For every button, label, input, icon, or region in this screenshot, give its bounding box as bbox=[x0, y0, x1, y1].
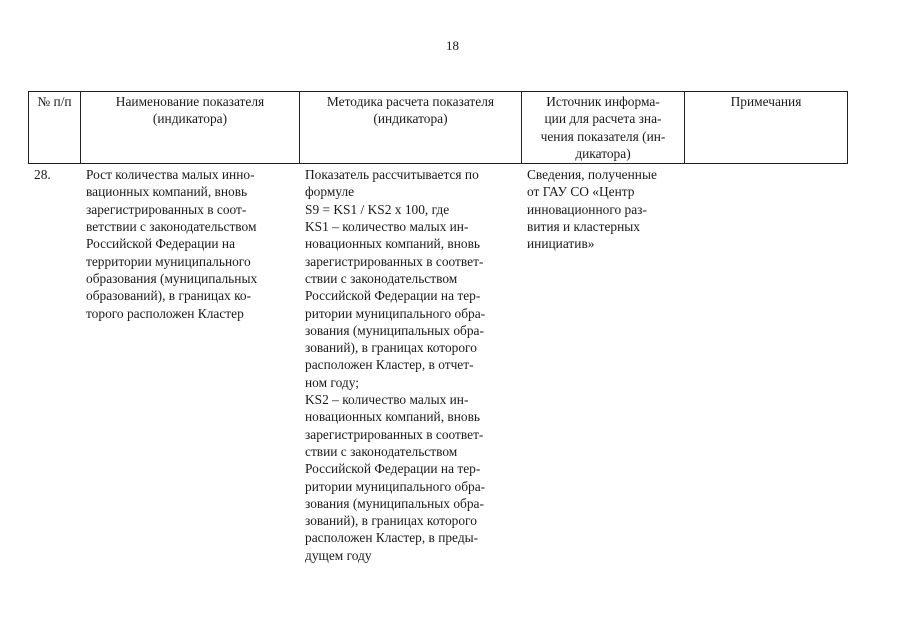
data-source-cell bbox=[522, 164, 685, 564]
text-line: ствии с законодательством bbox=[305, 270, 458, 286]
text-line: образований), в границах ко- bbox=[86, 288, 252, 304]
text-line: ветствии с законодательством bbox=[86, 219, 257, 235]
table-row bbox=[29, 164, 848, 564]
text-line: зарегистрированных в соответ- bbox=[305, 253, 484, 269]
header-calculation-method bbox=[300, 92, 522, 164]
text-line: ции для расчета зна- bbox=[544, 111, 662, 127]
text-line: Примечания bbox=[730, 94, 802, 109]
text-line: расположен Кластер, в преды- bbox=[305, 530, 479, 546]
text-line: Российской Федерации на тер- bbox=[305, 461, 481, 477]
page-number: 18 bbox=[446, 38, 459, 53]
text-line: S9 = KS1 / KS2 x 100, где bbox=[305, 201, 450, 217]
notes-cell bbox=[685, 164, 848, 564]
header-indicator-name bbox=[81, 92, 300, 164]
text-line: зарегистрированных в соответ- bbox=[305, 426, 484, 442]
text-line: Показатель рассчитывается по bbox=[305, 167, 479, 183]
text-line: зований), в границах которого bbox=[305, 340, 477, 356]
header-number bbox=[29, 92, 81, 164]
text-line: (индикатора) bbox=[373, 111, 448, 127]
text-line: Сведения, полученные bbox=[527, 167, 657, 183]
text-line: зарегистрированных в соот- bbox=[86, 201, 247, 217]
text-line: ствии с законодательством bbox=[305, 443, 458, 459]
text-line: дущем году bbox=[305, 547, 372, 563]
row-number-cell: 28. bbox=[34, 167, 51, 183]
text-line: KS1 – количество малых ин- bbox=[305, 219, 469, 235]
text-line: Российской Федерации на тер- bbox=[305, 288, 481, 304]
text-line: ритории муниципального обра- bbox=[305, 478, 486, 494]
text-line: образования (муниципальных bbox=[86, 270, 258, 286]
header-notes bbox=[685, 92, 848, 164]
text-line: ном году; bbox=[305, 374, 359, 390]
text-line: (индикатора) bbox=[152, 111, 228, 127]
text-line: инициатив» bbox=[527, 236, 595, 252]
text-line: дикатора) bbox=[575, 145, 631, 161]
indicators-table bbox=[28, 91, 848, 564]
text-line: Наименование показателя bbox=[115, 94, 265, 109]
text-line: вационных компаний, вновь bbox=[86, 184, 248, 200]
text-line: инновационного раз- bbox=[527, 201, 647, 217]
table-header-row bbox=[29, 92, 848, 164]
text-line: новационных компаний, вновь bbox=[305, 236, 481, 252]
text-line: зования (муниципальных обра- bbox=[305, 495, 484, 511]
text-line: Источник информа- bbox=[546, 94, 660, 109]
indicator-name-cell bbox=[81, 164, 300, 564]
text-line: Российской Федерации на bbox=[86, 236, 236, 252]
text-line: территории муниципального bbox=[86, 253, 251, 269]
text-line: расположен Кластер, в отчет- bbox=[305, 357, 474, 373]
text-line: чения показателя (ин- bbox=[540, 128, 666, 144]
text-line: Методика расчета показателя bbox=[326, 94, 495, 109]
text-line: KS2 – количество малых ин- bbox=[305, 392, 469, 408]
text-line: новационных компаний, вновь bbox=[305, 409, 481, 425]
text-line: Рост количества малых инно- bbox=[86, 167, 255, 183]
text-line: зования (муниципальных обра- bbox=[305, 322, 484, 338]
header-data-source bbox=[522, 92, 685, 164]
text-line: № п/п bbox=[37, 94, 72, 109]
text-line: торого расположен Кластер bbox=[86, 305, 244, 321]
text-line: ритории муниципального обра- bbox=[305, 305, 486, 321]
text-line: вития и кластерных bbox=[527, 219, 640, 235]
text-line: зований), в границах которого bbox=[305, 513, 477, 529]
text-line: от ГАУ СО «Центр bbox=[527, 184, 635, 200]
calculation-method-cell bbox=[300, 164, 522, 564]
text-line: формуле bbox=[305, 184, 355, 200]
